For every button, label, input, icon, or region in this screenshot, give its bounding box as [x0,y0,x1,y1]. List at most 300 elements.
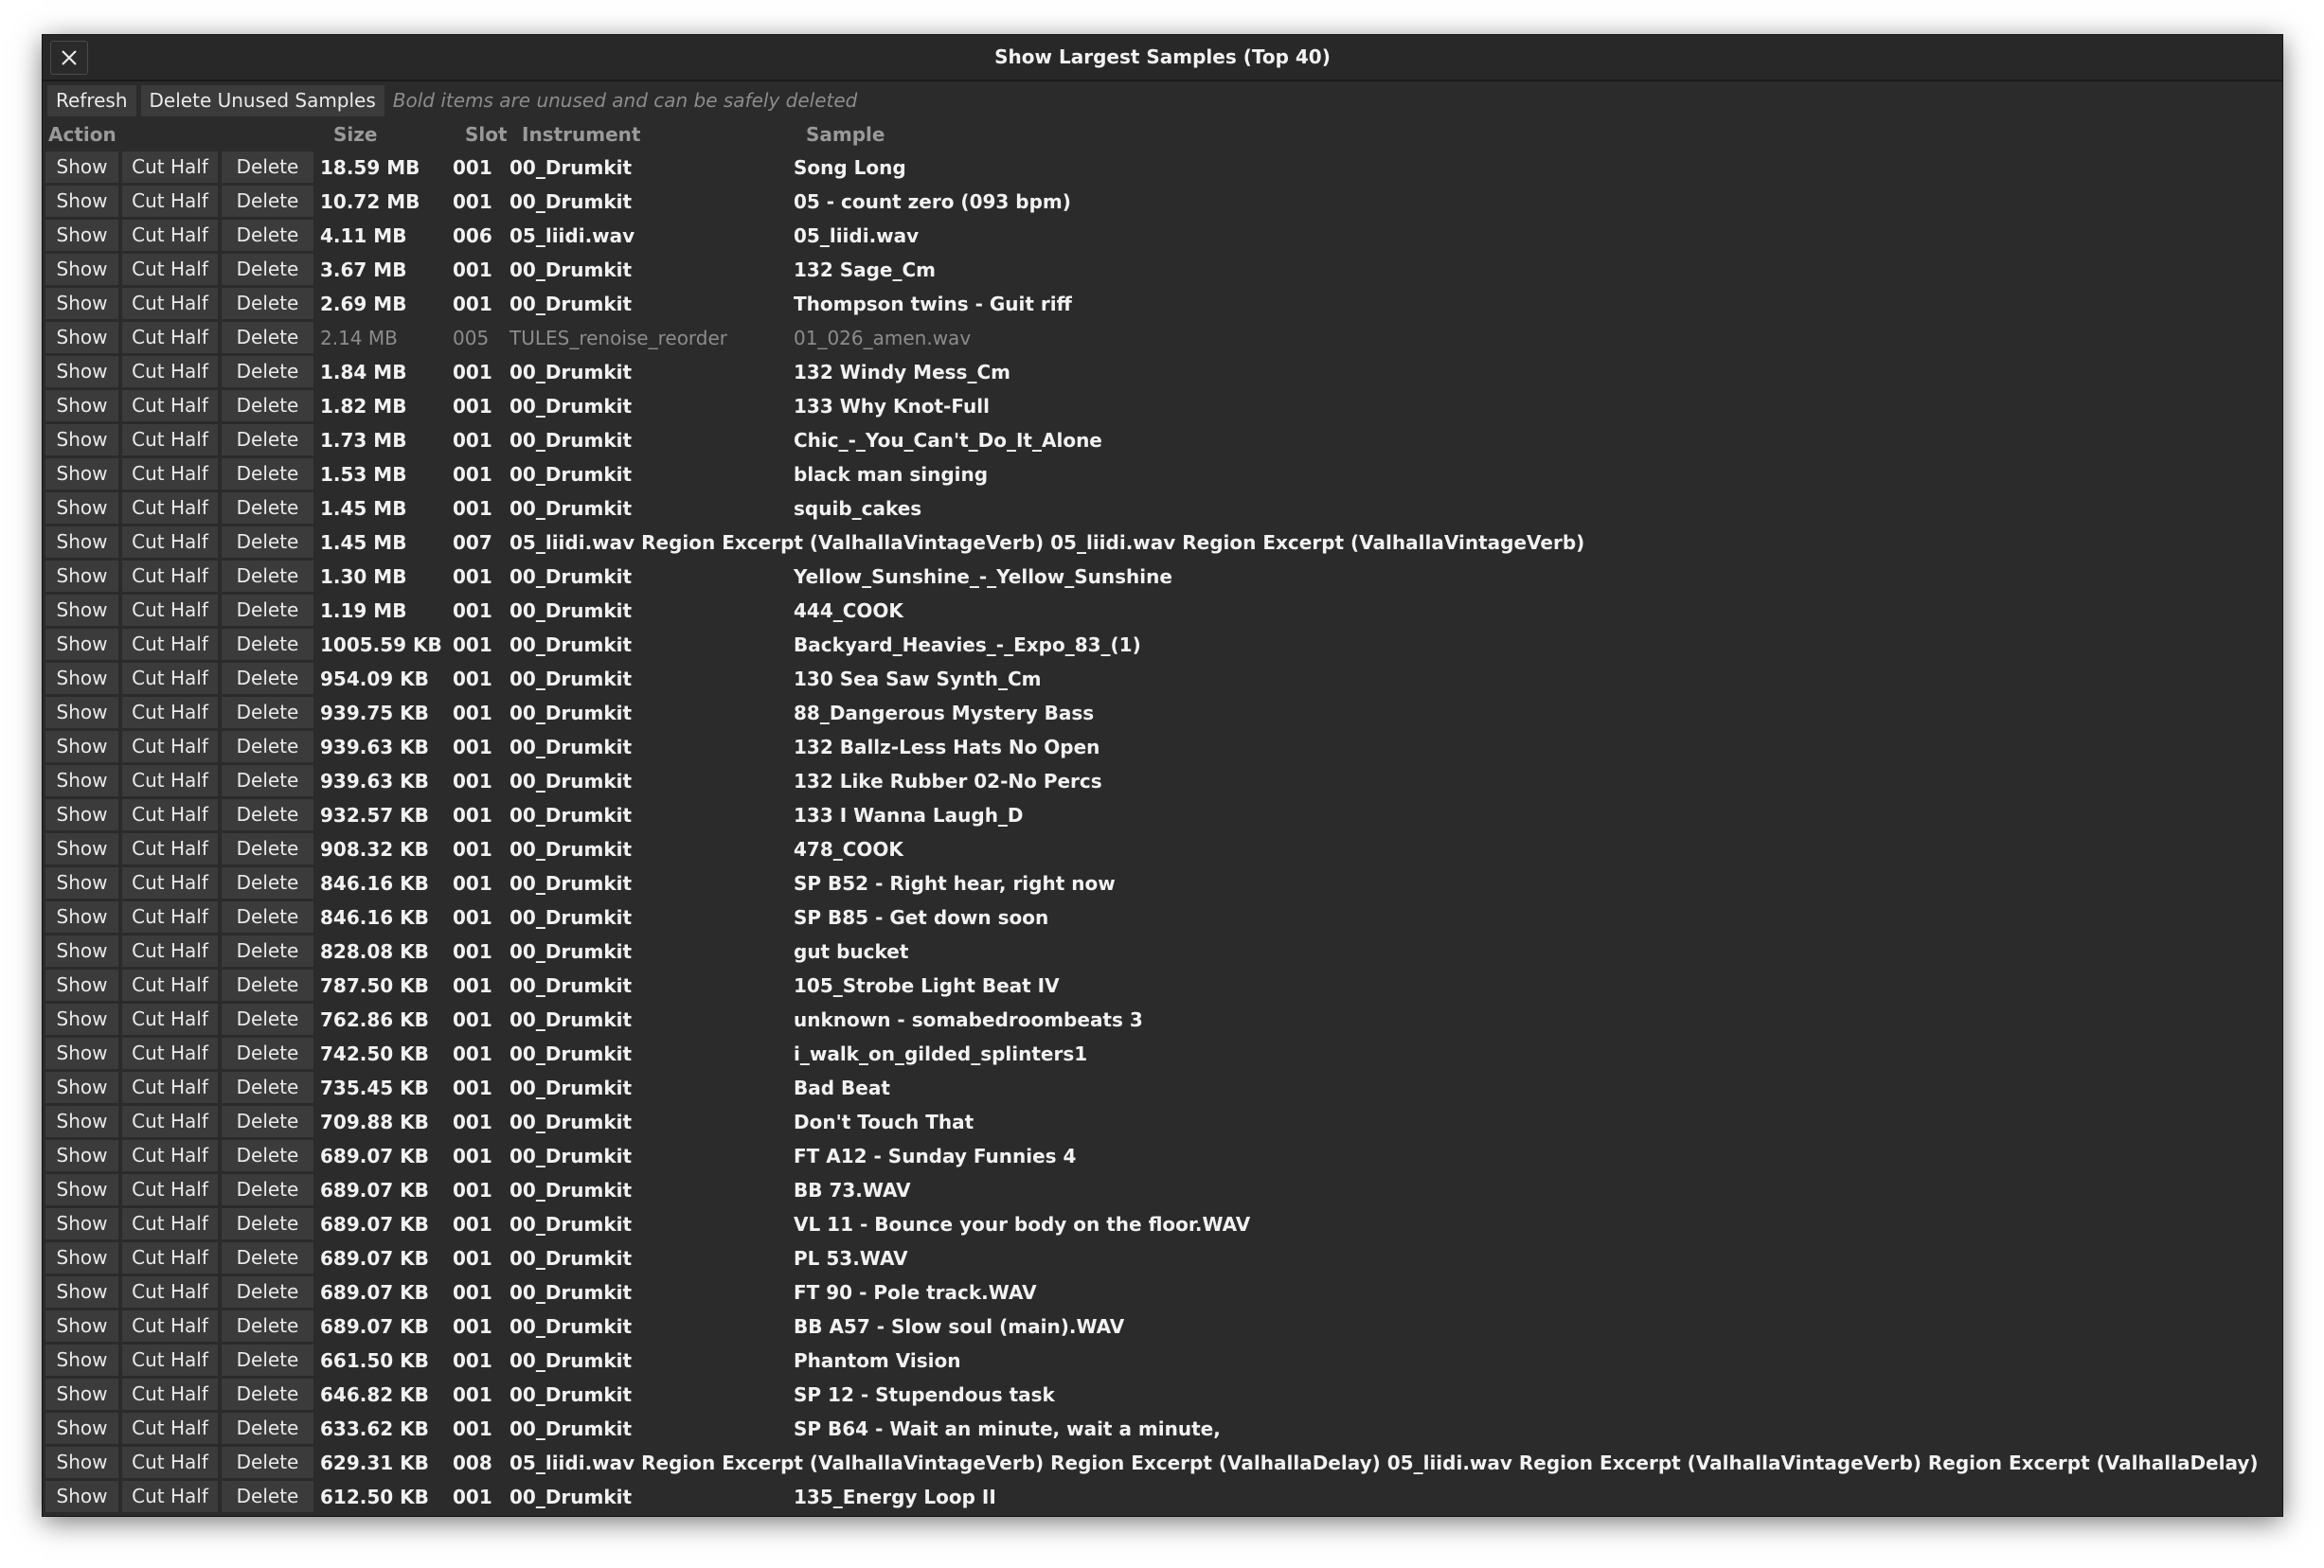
instrument-cell: 05_liidi.wav [509,224,635,247]
delete-button[interactable]: Delete [222,458,313,490]
delete-button[interactable]: Delete [222,1447,313,1478]
cut-half-button[interactable]: Cut Half [122,1276,218,1308]
sample-cell: Phantom Vision [794,1349,961,1372]
show-button[interactable]: Show [45,1345,118,1376]
size-cell: 2.14 MB [320,327,398,349]
show-button[interactable]: Show [45,1106,118,1137]
cut-half-button[interactable]: Cut Half [122,492,218,524]
column-header-instrument: Instrument [522,123,641,146]
sample-cell: Song Long [794,156,906,179]
cut-half-button[interactable]: Cut Half [122,424,218,455]
delete-button[interactable]: Delete [222,1413,313,1444]
size-cell: 735.45 KB [320,1077,429,1099]
sample-cell: squib_cakes [794,497,922,520]
delete-button[interactable]: Delete [222,1276,313,1308]
instrument-cell: 00_Drumkit [509,770,633,793]
samples-dialog [43,35,2282,1516]
show-button[interactable]: Show [45,1481,118,1512]
show-button[interactable]: Show [45,731,118,762]
table-row [43,1412,2282,1446]
delete-button[interactable]: Delete [222,799,313,830]
instrument-cell: 00_Drumkit [509,736,633,758]
show-button[interactable]: Show [45,901,118,933]
table-row [43,253,2282,287]
table-row [43,321,2282,355]
table-row [43,423,2282,457]
cut-half-button[interactable]: Cut Half [122,1004,218,1035]
slot-cell: 001 [453,1383,492,1406]
cut-half-button[interactable]: Cut Half [122,186,218,217]
slot-cell: 001 [453,1349,492,1372]
delete-button[interactable]: Delete [222,390,313,421]
cut-half-button[interactable]: Cut Half [122,1208,218,1239]
cut-half-button[interactable]: Cut Half [122,935,218,967]
instrument-cell: 00_Drumkit [509,702,633,724]
sample-cell: black man singing [794,463,989,486]
show-button[interactable]: Show [45,629,118,660]
cut-half-button[interactable]: Cut Half [122,1345,218,1376]
table-row [43,185,2282,219]
instrument-cell: 00_Drumkit [509,1042,633,1065]
instrument-cell: 00_Drumkit [509,1417,633,1440]
delete-button[interactable]: Delete [222,867,313,899]
sample-cell: 05_liidi.wav Region Excerpt (ValhallaVintageVerb) [1050,531,1585,554]
hint-text: Bold items are unused and can be safely deleted [392,89,858,112]
cut-half-button[interactable]: Cut Half [122,1242,218,1274]
size-cell: 633.62 KB [320,1417,429,1440]
instrument-cell: 00_Drumkit [509,1111,633,1133]
size-cell: 3.67 MB [320,258,407,281]
size-cell: 932.57 KB [320,804,429,827]
delete-button[interactable]: Delete [222,526,313,558]
cut-half-button[interactable]: Cut Half [122,1447,218,1478]
show-button[interactable]: Show [45,1413,118,1444]
cut-half-button[interactable]: Cut Half [122,1038,218,1069]
size-cell: 661.50 KB [320,1349,429,1372]
instrument-cell: 00_Drumkit [509,906,633,929]
column-header-size: Size [333,123,378,146]
table-row [43,287,2282,321]
instrument-cell: 00_Drumkit [509,974,633,997]
table-row [43,526,2282,560]
cut-half-button[interactable]: Cut Half [122,833,218,864]
size-cell: 762.86 KB [320,1008,429,1031]
cut-half-button[interactable]: Cut Half [122,970,218,1001]
slot-cell: 001 [453,1486,492,1508]
table-row [43,1105,2282,1139]
slot-cell: 001 [453,258,492,281]
delete-button[interactable]: Delete [222,1004,313,1035]
table-row [43,1344,2282,1378]
sample-cell: Thompson twins - Guit riff [794,293,1072,315]
size-cell: 1.84 MB [320,361,407,383]
cut-half-button[interactable]: Cut Half [122,595,218,626]
instrument-cell: 00_Drumkit [509,1281,633,1304]
instrument-cell: 00_Drumkit [509,190,633,213]
cut-half-button[interactable]: Cut Half [122,1379,218,1410]
delete-button[interactable]: Delete [222,1208,313,1239]
cut-half-button[interactable]: Cut Half [122,254,218,285]
size-cell: 2.69 MB [320,293,407,315]
show-button[interactable]: Show [45,458,118,490]
table-row [43,935,2282,969]
size-cell: 1.45 MB [320,531,407,554]
instrument-cell: 00_Drumkit [509,293,633,315]
slot-cell: 001 [453,395,492,418]
delete-button[interactable]: Delete [222,697,313,728]
delete-button[interactable]: Delete [222,1038,313,1069]
table-row [43,1378,2282,1412]
slot-cell: 001 [453,668,492,690]
cut-half-button[interactable]: Cut Half [122,765,218,796]
show-button[interactable]: Show [45,322,118,353]
cut-half-button[interactable]: Cut Half [122,697,218,728]
instrument-cell: 00_Drumkit [509,1145,633,1167]
delete-button[interactable]: Delete [222,561,313,592]
show-button[interactable]: Show [45,220,118,251]
sample-cell: 88_Dangerous Mystery Bass [794,702,1095,724]
show-button[interactable]: Show [45,424,118,455]
sample-cell: 05_liidi.wav [794,224,920,247]
instrument-cell: 00_Drumkit [509,565,633,588]
sample-cell: 444_COOK [794,599,903,622]
sample-cell: 132 Like Rubber 02-No Percs [794,770,1102,793]
size-cell: 954.09 KB [320,668,429,690]
instrument-cell: 00_Drumkit [509,395,633,418]
show-button[interactable]: Show [45,186,118,217]
delete-button[interactable]: Delete [222,1481,313,1512]
delete-button[interactable]: Delete [222,1345,313,1376]
table-row [43,866,2282,900]
instrument-cell: 00_Drumkit [509,1247,633,1270]
size-cell: 689.07 KB [320,1315,429,1338]
cut-half-button[interactable]: Cut Half [122,1413,218,1444]
refresh-button[interactable]: Refresh [47,85,136,116]
show-button[interactable]: Show [45,288,118,319]
slot-cell: 001 [453,1417,492,1440]
cut-half-button[interactable]: Cut Half [122,1481,218,1512]
delete-button[interactable]: Delete [222,220,313,251]
size-cell: 612.50 KB [320,1486,429,1508]
show-button[interactable]: Show [45,1174,118,1205]
delete-button[interactable]: Delete [222,288,313,319]
instrument-cell: 00_Drumkit [509,1077,633,1099]
table-row [43,1310,2282,1344]
size-cell: 787.50 KB [320,974,429,997]
show-button[interactable]: Show [45,935,118,967]
slot-cell: 001 [453,838,492,861]
delete-button[interactable]: Delete [222,901,313,933]
slot-cell: 001 [453,1145,492,1167]
instrument-cell: 00_Drumkit [509,258,633,281]
slot-cell: 001 [453,429,492,452]
instrument-cell: 00_Drumkit [509,1315,633,1338]
sample-cell: Yellow_Sunshine_-_Yellow_Sunshine [794,565,1172,588]
show-button[interactable]: Show [45,1310,118,1342]
size-cell: 709.88 KB [320,1111,429,1133]
show-button[interactable]: Show [45,1072,118,1103]
sample-cell: 478_COOK [794,838,903,861]
delete-button[interactable]: Delete [222,254,313,285]
toolbar [43,83,2282,117]
sample-cell: Backyard_Heavies_-_Expo_83_(1) [794,633,1141,656]
table-row [43,662,2282,696]
delete-button[interactable]: Delete [222,322,313,353]
table-row [43,1275,2282,1310]
instrument-sample-cell [509,1446,2259,1480]
show-button[interactable]: Show [45,492,118,524]
sample-cell: 135_Energy Loop II [794,1486,996,1508]
sample-cell: SP B64 - Wait an minute, wait a minute, [794,1417,1221,1440]
table-row [43,900,2282,935]
table-row [43,491,2282,526]
cut-half-button[interactable]: Cut Half [122,526,218,558]
sample-cell: 130 Sea Saw Synth_Cm [794,668,1042,690]
table-row [43,730,2282,764]
slot-cell: 001 [453,872,492,895]
show-button[interactable]: Show [45,561,118,592]
delete-button[interactable]: Delete [222,1379,313,1410]
cut-half-button[interactable]: Cut Half [122,901,218,933]
show-button[interactable]: Show [45,833,118,864]
size-cell: 1.45 MB [320,497,407,520]
title-bar [43,35,2282,81]
slot-cell: 001 [453,633,492,656]
table-row [43,969,2282,1003]
show-button[interactable]: Show [45,1208,118,1239]
slot-cell: 001 [453,156,492,179]
slot-cell: 001 [453,1111,492,1133]
sample-cell: FT 90 - Pole track.WAV [794,1281,1037,1304]
slot-cell: 001 [453,1281,492,1304]
sample-cell: 132 Sage_Cm [794,258,937,281]
slot-cell: 001 [453,1179,492,1202]
table-row [43,798,2282,832]
slot-cell: 001 [453,1213,492,1236]
show-button[interactable]: Show [45,526,118,558]
cut-half-button[interactable]: Cut Half [122,629,218,660]
size-cell: 846.16 KB [320,906,429,929]
slot-cell: 001 [453,361,492,383]
show-button[interactable]: Show [45,356,118,387]
instrument-cell: 00_Drumkit [509,156,633,179]
sample-cell: 01_026_amen.wav [794,327,972,349]
sample-cell: Chic_-_You_Can't_Do_It_Alone [794,429,1102,452]
instrument-cell: 05_liidi.wav Region Excerpt (ValhallaVintageVerb) Region Excerpt (ValhallaDelay) [509,1452,1381,1474]
cut-half-button[interactable]: Cut Half [122,1072,218,1103]
slot-cell: 006 [453,224,492,247]
show-button[interactable]: Show [45,1242,118,1274]
cut-half-button[interactable]: Cut Half [122,356,218,387]
size-cell: 4.11 MB [320,224,407,247]
size-cell: 689.07 KB [320,1281,429,1304]
show-button[interactable]: Show [45,1140,118,1171]
show-button[interactable]: Show [45,765,118,796]
table-row [43,1446,2282,1480]
show-button[interactable]: Show [45,595,118,626]
instrument-cell: 00_Drumkit [509,1383,633,1406]
delete-button[interactable]: Delete [222,595,313,626]
size-cell: 1.73 MB [320,429,407,452]
size-cell: 939.63 KB [320,736,429,758]
show-button[interactable]: Show [45,1038,118,1069]
sample-cell: 133 Why Knot-Full [794,395,990,418]
slot-cell: 001 [453,1315,492,1338]
size-cell: 646.82 KB [320,1383,429,1406]
column-header-action: Action [48,123,116,146]
delete-button[interactable]: Delete [222,765,313,796]
cut-half-button[interactable]: Cut Half [122,322,218,353]
slot-cell: 001 [453,974,492,997]
size-cell: 689.07 KB [320,1179,429,1202]
sample-cell: gut bucket [794,940,909,963]
instrument-cell: 00_Drumkit [509,872,633,895]
delete-button[interactable]: Delete [222,424,313,455]
delete-button[interactable]: Delete [222,935,313,967]
sample-cell: FT A12 - Sunday Funnies 4 [794,1145,1077,1167]
size-cell: 1.19 MB [320,599,407,622]
delete-button[interactable]: Delete [222,356,313,387]
instrument-cell: 00_Drumkit [509,668,633,690]
table-row [43,1480,2282,1514]
delete-button[interactable]: Delete [222,970,313,1001]
instrument-cell: 00_Drumkit [509,633,633,656]
size-cell: 689.07 KB [320,1247,429,1270]
table-row [43,628,2282,662]
size-cell: 828.08 KB [320,940,429,963]
table-row [43,389,2282,423]
slot-cell: 001 [453,497,492,520]
size-cell: 742.50 KB [320,1042,429,1065]
size-cell: 18.59 MB [320,156,420,179]
instrument-cell: 00_Drumkit [509,497,633,520]
table-row [43,151,2282,185]
table-row [43,696,2282,730]
instrument-cell: 05_liidi.wav Region Excerpt (ValhallaVintageVerb) [509,531,1045,554]
instrument-cell: 00_Drumkit [509,1179,633,1202]
sample-cell: PL 53.WAV [794,1247,908,1270]
slot-cell: 001 [453,906,492,929]
slot-cell: 001 [453,1247,492,1270]
sample-cell: 133 I Wanna Laugh_D [794,804,1024,827]
instrument-cell: 00_Drumkit [509,940,633,963]
show-button[interactable]: Show [45,1276,118,1308]
slot-cell: 001 [453,804,492,827]
sample-cell: 132 Ballz-Less Hats No Open [794,736,1100,758]
cut-half-button[interactable]: Cut Half [122,390,218,421]
sample-cell: SP B52 - Right hear, right now [794,872,1116,895]
table-row [43,560,2282,594]
show-button[interactable]: Show [45,1447,118,1478]
slot-cell: 001 [453,293,492,315]
table-row [43,1071,2282,1105]
delete-button[interactable]: Delete [222,833,313,864]
dialog-title: Show Largest Samples (Top 40) [994,45,1331,68]
instrument-cell: 00_Drumkit [509,804,633,827]
table-row [43,1241,2282,1275]
instrument-cell: 00_Drumkit [509,1486,633,1508]
size-cell: 908.32 KB [320,838,429,861]
table-header [43,117,2282,151]
show-button[interactable]: Show [45,1004,118,1035]
instrument-cell: 00_Drumkit [509,838,633,861]
slot-cell: 001 [453,940,492,963]
cut-half-button[interactable]: Cut Half [122,663,218,694]
slot-cell: 001 [453,599,492,622]
slot-cell: 005 [453,327,490,349]
show-button[interactable]: Show [45,254,118,285]
cut-half-button[interactable]: Cut Half [122,1106,218,1137]
delete-button[interactable]: Delete [222,663,313,694]
slot-cell: 001 [453,770,492,793]
cut-half-button[interactable]: Cut Half [122,1174,218,1205]
size-cell: 1.30 MB [320,565,407,588]
instrument-cell: 00_Drumkit [509,1008,633,1031]
slot-cell: 001 [453,190,492,213]
show-button[interactable]: Show [45,697,118,728]
show-button[interactable]: Show [45,970,118,1001]
instrument-cell: 00_Drumkit [509,429,633,452]
sample-cell: SP B85 - Get down soon [794,906,1049,929]
table-row [43,355,2282,389]
slot-cell: 001 [453,1042,492,1065]
delete-button[interactable]: Delete [222,1310,313,1342]
slot-cell: 008 [453,1452,492,1474]
cut-half-button[interactable]: Cut Half [122,1140,218,1171]
instrument-cell: 00_Drumkit [509,599,633,622]
cut-half-button[interactable]: Cut Half [122,458,218,490]
cut-half-button[interactable]: Cut Half [122,799,218,830]
sample-cell: 05 - count zero (093 bpm) [794,190,1071,213]
table-row [43,1037,2282,1071]
sample-cell: 05_liidi.wav Region Excerpt (ValhallaVintageVerb) Region Excerpt (ValhallaDelay) [1386,1452,2259,1474]
show-button[interactable]: Show [45,663,118,694]
table-row [43,1173,2282,1207]
delete-button[interactable]: Delete [222,1140,313,1171]
delete-button[interactable]: Delete [222,1174,313,1205]
delete-button[interactable]: Delete [222,151,313,183]
show-button[interactable]: Show [45,867,118,899]
show-button[interactable]: Show [45,390,118,421]
delete-button[interactable]: Delete [222,1242,313,1274]
delete-button[interactable]: Delete [222,1072,313,1103]
delete-button[interactable]: Delete [222,186,313,217]
cut-half-button[interactable]: Cut Half [122,561,218,592]
size-cell: 1005.59 KB [320,633,442,656]
cut-half-button[interactable]: Cut Half [122,867,218,899]
size-cell: 1.53 MB [320,463,407,486]
cut-half-button[interactable]: Cut Half [122,220,218,251]
show-button[interactable]: Show [45,799,118,830]
cut-half-button[interactable]: Cut Half [122,288,218,319]
delete-button[interactable]: Delete [222,492,313,524]
slot-cell: 001 [453,565,492,588]
cut-half-button[interactable]: Cut Half [122,151,218,183]
instrument-cell: 00_Drumkit [509,463,633,486]
cut-half-button[interactable]: Cut Half [122,1310,218,1342]
delete-button[interactable]: Delete [222,731,313,762]
sample-cell: 132 Windy Mess_Cm [794,361,1010,383]
show-button[interactable]: Show [45,151,118,183]
cut-half-button[interactable]: Cut Half [122,731,218,762]
sample-cell: BB 73.WAV [794,1179,911,1202]
table-row [43,1003,2282,1037]
delete-button[interactable]: Delete [222,629,313,660]
delete-unused-samples-button[interactable]: Delete Unused Samples [141,85,384,116]
column-header-sample: Sample [806,123,885,146]
show-button[interactable]: Show [45,1379,118,1410]
delete-button[interactable]: Delete [222,1106,313,1137]
